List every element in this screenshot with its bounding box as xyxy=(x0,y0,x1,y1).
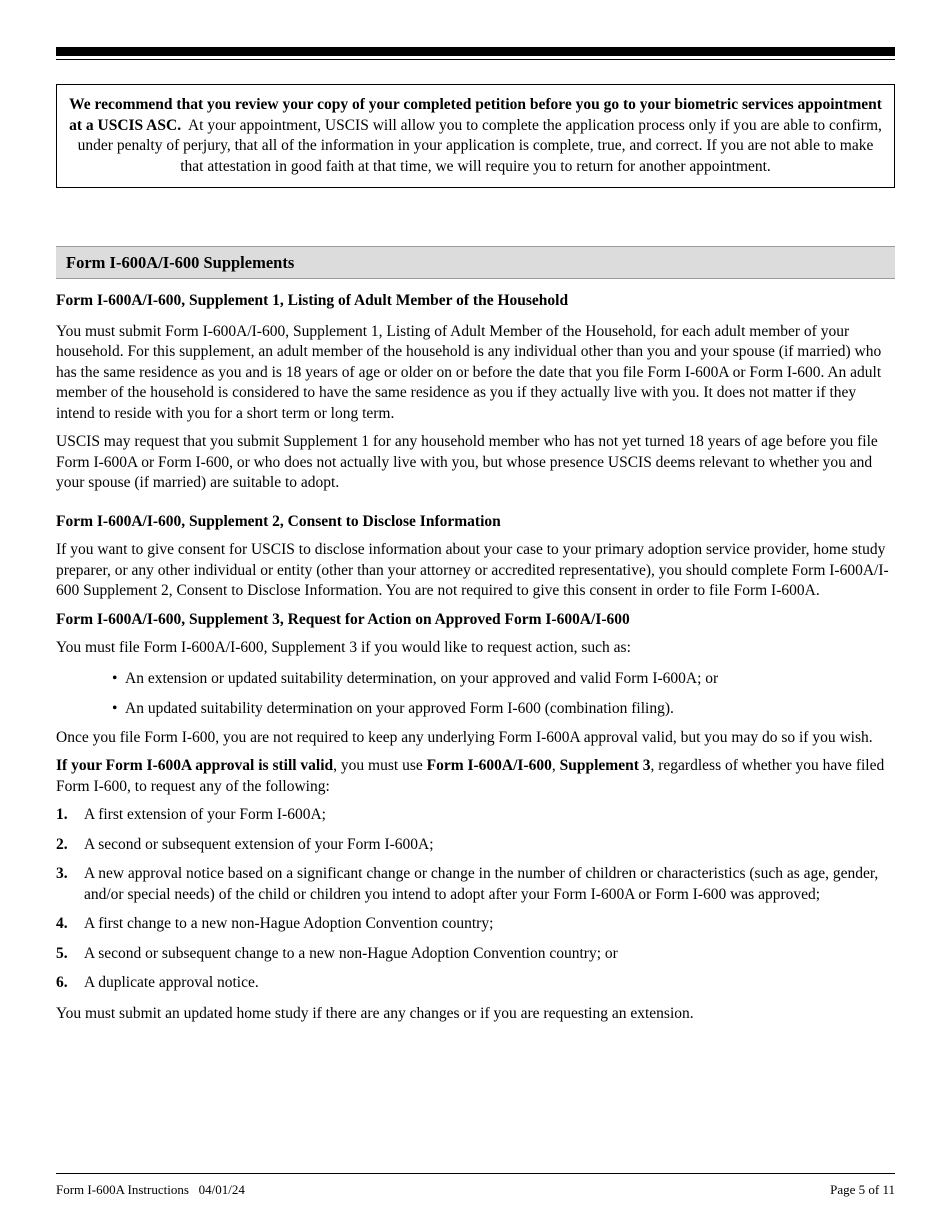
item-text: A first change to a new non-Hague Adoption Convention country; xyxy=(84,915,494,932)
bullet-glyph: • xyxy=(112,700,118,717)
notice-text xyxy=(68,95,883,177)
valid-bold-form: Form I-600A/I-600 xyxy=(426,757,552,774)
footer-rule xyxy=(56,1173,895,1174)
header-rule-thick xyxy=(56,47,895,56)
footer-page-number: Page 5 of 11 xyxy=(830,1182,895,1197)
bullet-item xyxy=(56,699,895,720)
item-number: 6. xyxy=(56,974,68,991)
item-text: A second or subsequent extension of your Form I-600A; xyxy=(84,835,434,853)
item-number: 5. xyxy=(56,944,68,962)
numbered-item xyxy=(56,805,895,826)
numbered-item xyxy=(56,864,895,905)
header-rule-thin xyxy=(56,59,895,60)
item-text: A duplicate approval notice. xyxy=(84,974,259,991)
valid-bold-lead: If your Form I-600A approval is still valid xyxy=(56,757,334,774)
item-number: 1. xyxy=(56,806,68,823)
valid-tail: , regardless of whether you have filed Form I-600, to request any of the following: xyxy=(56,757,885,795)
item-text: A second or subsequent change to a new non-Hague Adoption Convention country; or xyxy=(84,944,618,962)
supplement-3-after-bullets: Once you file Form I-600, you are not required to keep any underlying Form I-600A approval valid, but you may do so if you wish. xyxy=(56,728,873,746)
supplement-1-paragraph-1: You must submit Form I-600A/I-600, Supplement 1, Listing of Adult Member of the Household, for each adult member of your household. For this supplement, an adult member of the household is any individual other than you and your spouse (if married) who has the same residence as you and is 18 years of age or older on or before the date that you file Form I-600A or Form I-600. An adult member of the household is considered to have the same residence as you if they actually live with you. It does not matter if they intend to reside with you for a short term or long term. xyxy=(56,322,882,422)
supplement-1-paragraph-2: USCIS may request that you submit Supplement 1 for any household member who has not yet turned 18 years of age before you file Form I-600A or Form I-600, or who does not actually live with you, but whose presence USCIS deems relevant to whether you and your spouse (if married) are suitable to adopt. xyxy=(56,433,878,491)
valid-bold-supplement: Supplement 3 xyxy=(559,757,651,774)
supplement-3-bullet-list xyxy=(56,669,895,720)
item-text: A first extension of your Form I-600A; xyxy=(84,806,326,823)
supplement-3-heading: Form I-600A/I-600, Supplement 3, Request for Action on Approved Form I-600A/I-600 xyxy=(56,610,630,628)
numbered-item xyxy=(56,944,895,965)
item-text: A new approval notice based on a significant change or change in the number of children or characteristics (such as age, gender, and/or special needs) of the child or children you intend to adopt after your Form I-600A or Form I-600 was approved; xyxy=(84,865,879,903)
supplement-2-heading: Form I-600A/I-600, Supplement 2, Consent to Disclose Information xyxy=(56,512,501,530)
supplement-3-valid-paragraph xyxy=(56,756,895,797)
valid-mid-1: , you must use xyxy=(333,757,427,774)
numbered-item xyxy=(56,835,895,856)
bullet-item xyxy=(56,669,895,690)
numbered-item xyxy=(56,914,895,935)
bullet-glyph: • xyxy=(112,669,118,687)
supplement-3-intro: You must file Form I-600A/I-600, Supplement 3 if you would like to request action, such as: xyxy=(56,639,631,656)
notice-bold-lead: We recommend that you review your copy of your completed petition before you go to your biometric services appointment at a USCIS ASC. xyxy=(69,96,882,134)
numbered-item xyxy=(56,973,895,994)
bullet-text: An extension or updated suitability determination, on your approved and valid Form I-600A; or xyxy=(125,669,719,687)
section-header: Form I-600A/I-600 Supplements xyxy=(56,246,895,279)
footer-form-id: Form I-600A Instructions 04/01/24 xyxy=(56,1182,245,1197)
item-number: 4. xyxy=(56,915,68,932)
supplement-2-paragraph: If you want to give consent for USCIS to disclose information about your case to your primary adoption service provider, home study preparer, or any other individual or entity (other than your attorney or accredited representative), you should complete Form I-600A/I-600 Supplement 2, Consent to Disclose Information. You are not required to give this consent in order to file Form I-600A. xyxy=(56,541,889,599)
supplement-3-closing: You must submit an updated home study if there are any changes or if you are requesting an extension. xyxy=(56,1004,694,1022)
supplement-1-heading: Form I-600A/I-600, Supplement 1, Listing of Adult Member of the Household xyxy=(56,292,569,309)
notice-body: At your appointment, USCIS will allow you to complete the application process only if you are able to confirm, under penalty of perjury, that all of the information in your application is complete, true, and correct. If you are not able to make that attestation in good faith at that time, we will require you to return for another appointment. xyxy=(77,116,882,175)
notice-box xyxy=(56,84,895,188)
bullet-text: An updated suitability determination on your approved Form I-600 (combination filing). xyxy=(125,700,674,717)
supplement-3-numbered-list xyxy=(56,805,895,994)
item-number: 3. xyxy=(56,865,68,882)
valid-mid-2: , xyxy=(551,757,560,774)
item-number: 2. xyxy=(56,835,68,853)
main-content xyxy=(56,246,895,1024)
